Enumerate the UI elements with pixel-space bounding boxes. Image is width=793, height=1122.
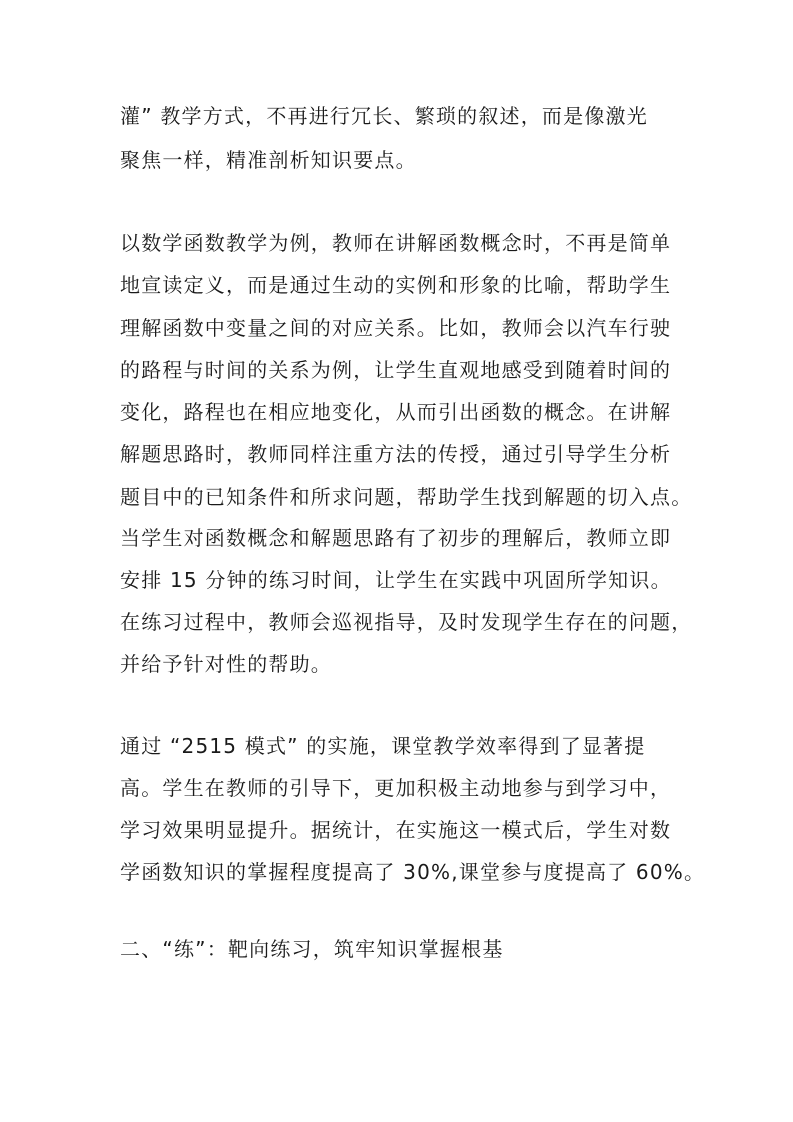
paragraph-1-line-1: 灌” 教学方式，不再进行冗长、繁琐的叙述，而是像激光 — [120, 104, 648, 128]
paragraph-2-line-11: 并给予针对性的帮助。 — [120, 652, 332, 676]
paragraph-3-line-1: 通过 “2515 模式” 的实施，课堂教学效率得到了显著提 — [120, 734, 646, 758]
paragraph-2-line-10: 在练习过程中，教师会巡视指导，及时发现学生存在的问题， — [120, 610, 693, 634]
paragraph-2-line-1: 以数学函数教学为例，教师在讲解函数概念时，不再是简单 — [120, 231, 672, 255]
paragraph-2-line-6: 解题思路时，教师同样注重方法的传授，通过引导学生分析 — [120, 442, 672, 466]
paragraph-3-line-4: 学函数知识的掌握程度提高了 30%,课堂参与度提高了 60%。 — [120, 860, 706, 884]
paragraph-2-line-2: 地宣读定义，而是通过生动的实例和形象的比喻，帮助学生 — [120, 273, 672, 297]
paragraph-2-line-8: 当学生对函数概念和解题思路有了初步的理解后，教师立即 — [120, 526, 672, 550]
paragraph-2-line-4: 的路程与时间的关系为例，让学生直观地感受到随着时间的 — [120, 358, 672, 382]
paragraph-2-line-5: 变化，路程也在相应地变化，从而引出函数的概念。在讲解 — [120, 400, 672, 424]
section-heading: 二、“练”：靶向练习，筑牢知识掌握根基 — [120, 937, 504, 961]
paragraph-2-line-9: 安排 15 分钟的练习时间，让学生在实践中巩固所学知识。 — [120, 568, 672, 592]
paragraph-2-line-3: 理解函数中变量之间的对应关系。比如，教师会以汽车行驶 — [120, 316, 672, 340]
paragraph-2-line-7: 题目中的已知条件和所求问题，帮助学生找到解题的切入点。 — [120, 485, 693, 509]
paragraph-3-line-3: 学习效果明显提升。据统计，在实施这一模式后，学生对数 — [120, 818, 672, 842]
paragraph-3-line-2: 高。学生在教师的引导下，更加积极主动地参与到学习中， — [120, 776, 672, 800]
paragraph-1-line-2: 聚焦一样，精准剖析知识要点。 — [120, 148, 417, 172]
